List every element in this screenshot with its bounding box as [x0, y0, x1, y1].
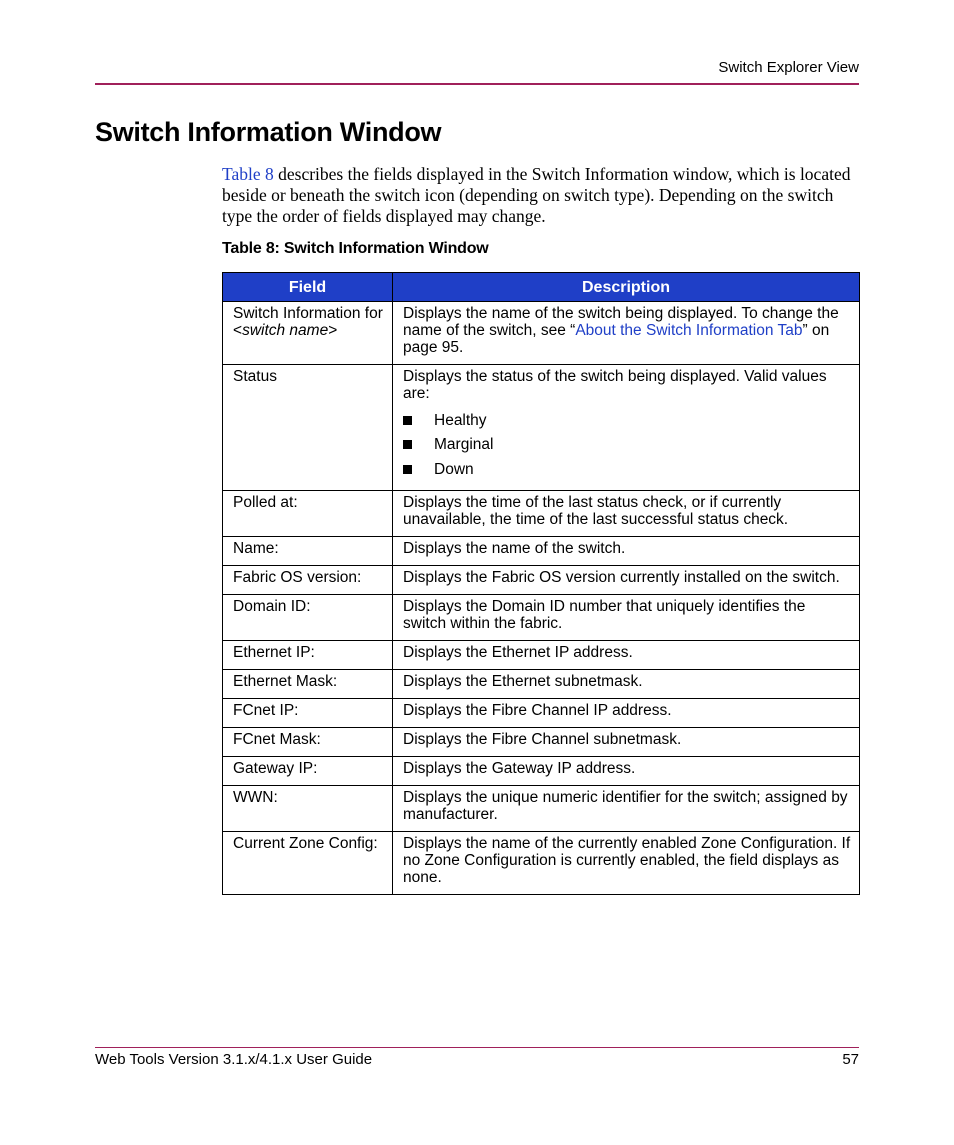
- description-cell: [393, 302, 860, 365]
- square-bullet-icon: [403, 416, 412, 425]
- description-text-end: ” on page 95.: [403, 322, 830, 356]
- description-cell: Displays the Fibre Channel IP address.: [393, 698, 860, 727]
- description-cell: Displays the Domain ID number that uniquely identifies the switch within the fabric.: [393, 594, 860, 640]
- description-cell: Displays the Ethernet subnetmask.: [393, 669, 860, 698]
- list-item: [403, 457, 851, 482]
- description-cell: Displays the Ethernet IP address.: [393, 640, 860, 669]
- description-cell: Displays the name of the switch.: [393, 536, 860, 565]
- column-header-field: Field: [223, 273, 393, 302]
- table-row: [223, 594, 860, 640]
- square-bullet-icon: [403, 465, 412, 474]
- table-row: [223, 490, 860, 536]
- table-row: [223, 831, 860, 894]
- field-cell: Ethernet IP:: [223, 640, 393, 669]
- field-cell: Status: [223, 365, 393, 491]
- field-cell: Current Zone Config:: [223, 831, 393, 894]
- status-value: Healthy: [434, 411, 487, 429]
- field-name-italic: switch name: [242, 322, 329, 339]
- footer-guide-title: Web Tools Version 3.1.x/4.1.x User Guide: [95, 1051, 373, 1068]
- description-cell: Displays the Fabric OS version currently installed on the switch.: [393, 565, 860, 594]
- field-cell: Domain ID:: [223, 594, 393, 640]
- intro-paragraph: [222, 164, 862, 227]
- table-header-row: [223, 273, 860, 302]
- table-row: [223, 302, 860, 365]
- description-text: Displays the name of the switch being displayed. To change the name of the switch, see “: [403, 305, 839, 339]
- list-item: [403, 433, 851, 458]
- table-8-link[interactable]: Table 8: [222, 164, 274, 184]
- description-cell: Displays the Fibre Channel subnetmask.: [393, 727, 860, 756]
- table-row: [223, 785, 860, 831]
- column-header-description: Description: [393, 273, 860, 302]
- intro-text: describes the fields displayed in the Switch Information window, which is located beside or beneath the switch icon (depending on switch type). Depending on the switch type the order of fields displayed may change.: [222, 164, 851, 226]
- table-row: [223, 756, 860, 785]
- table-row: [223, 640, 860, 669]
- description-text: Displays the status of the switch being displayed. Valid values are:: [403, 368, 827, 402]
- status-value: Down: [434, 460, 474, 478]
- running-head: Switch Explorer View: [718, 59, 859, 76]
- table-row: [223, 669, 860, 698]
- field-cell: WWN:: [223, 785, 393, 831]
- field-cell: FCnet IP:: [223, 698, 393, 727]
- table-row: [223, 727, 860, 756]
- description-cell: [393, 365, 860, 491]
- table-row: [223, 365, 860, 491]
- field-name-suffix: >: [328, 322, 338, 339]
- field-cell: Polled at:: [223, 490, 393, 536]
- field-cell: [223, 302, 393, 365]
- about-switch-information-tab-link[interactable]: About the Switch Information Tab: [575, 322, 803, 339]
- field-cell: Ethernet Mask:: [223, 669, 393, 698]
- status-values-list: [403, 408, 851, 482]
- field-name-prefix: Switch Information for <: [233, 305, 383, 339]
- field-cell: Fabric OS version:: [223, 565, 393, 594]
- page-number: 57: [842, 1051, 859, 1068]
- list-item: [403, 408, 851, 433]
- field-cell: FCnet Mask:: [223, 727, 393, 756]
- switch-information-table: [222, 272, 860, 895]
- table-caption: Table 8: Switch Information Window: [222, 240, 489, 257]
- description-cell: Displays the name of the currently enabled Zone Configuration. If no Zone Configuration is currently enabled, the field displays as none.: [393, 831, 860, 894]
- table-row: [223, 565, 860, 594]
- table-row: [223, 536, 860, 565]
- header-rule: [95, 83, 859, 85]
- description-cell: Displays the Gateway IP address.: [393, 756, 860, 785]
- page-title: Switch Information Window: [95, 117, 442, 147]
- field-cell: Name:: [223, 536, 393, 565]
- field-cell: Gateway IP:: [223, 756, 393, 785]
- square-bullet-icon: [403, 440, 412, 449]
- description-cell: Displays the unique numeric identifier for the switch; assigned by manufacturer.: [393, 785, 860, 831]
- footer-rule: [95, 1047, 859, 1048]
- description-cell: Displays the time of the last status check, or if currently unavailable, the time of the last successful status check.: [393, 490, 860, 536]
- table-row: [223, 698, 860, 727]
- status-value: Marginal: [434, 436, 494, 454]
